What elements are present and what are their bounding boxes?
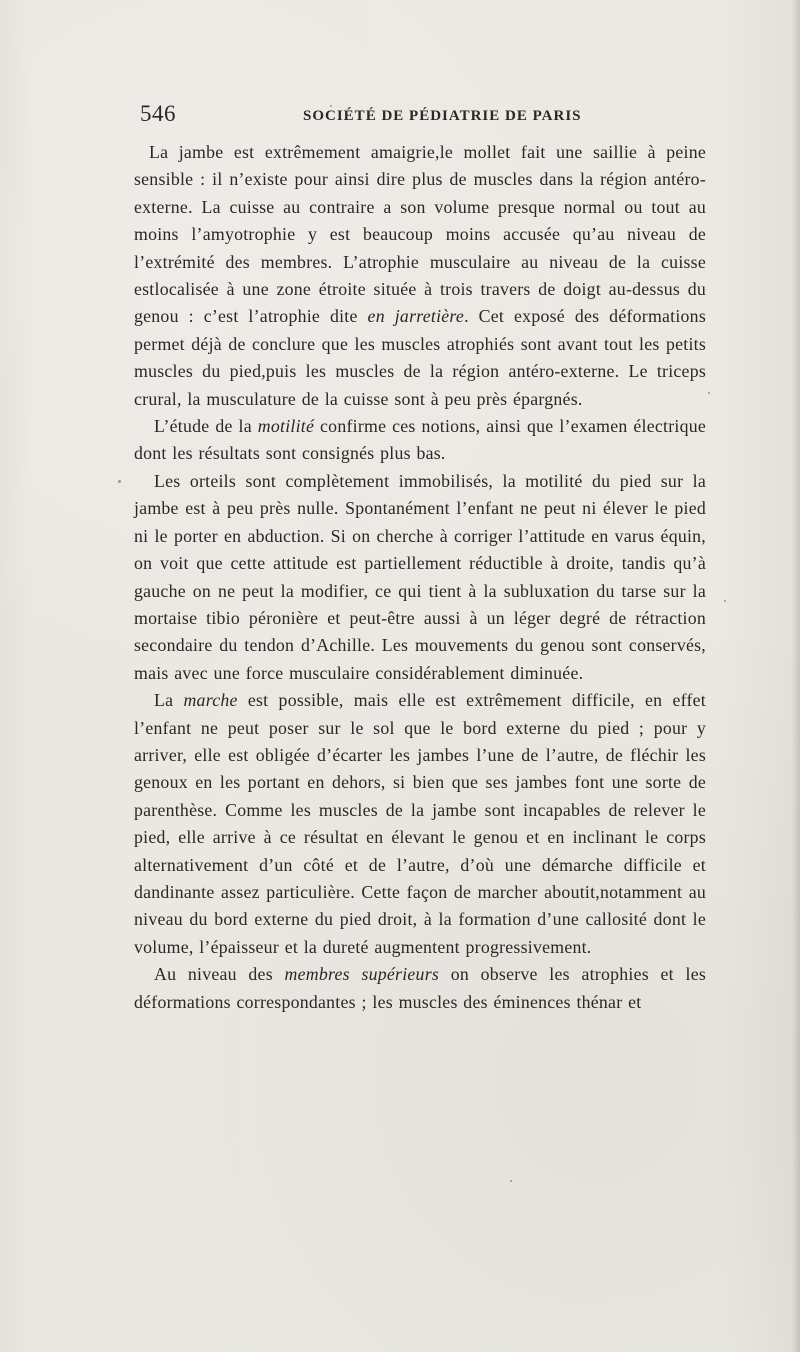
paper-speck xyxy=(724,600,726,602)
paper-speck xyxy=(118,480,121,483)
paragraph-3 xyxy=(134,468,706,687)
paragraph-2-text-end: confirme ces notions, ainsi que l’examen électrique dont les résultats sont consignés plus bas. xyxy=(134,416,707,464)
paper-speck xyxy=(708,392,710,394)
paragraph-2-italic-phrase: motilité xyxy=(257,416,315,437)
paragraph-4-italic-phrase: marche xyxy=(183,690,238,711)
running-head: SOCIÉTÉ DE PÉDIATRIE DE PARIS xyxy=(303,108,582,124)
page-number: 546 xyxy=(140,101,176,126)
paragraph-1-text-end: . Cet exposé des déformations permet déjà de conclure que les muscles atrophiés sont avant tout les petits muscles du pied,puis les muscles de la région antéro-externe. Le triceps crural, la musculature de la cuisse sont à peu près épargnés. xyxy=(134,306,706,409)
paragraph-5 xyxy=(134,961,706,1016)
paragraph-3-text: Les orteils sont complètement immobilisés, la motilité du pied sur la jambe est à peu près nulle. Spontanément l’enfant ne peut ni élever le pied ni le porter en abduction. Si on cherche à corriger l’attitude en varus équin, on voit que cette attitude est partiellement réductible à droite, tandis qu’à gauche on ne peut la modifier, ce qui tient à la subluxation du tarse sur la mortaise tibio péronière et peut-être aussi à un léger degré de rétraction secondaire du tendon d’Achille. Les mouvements du genou sont conservés, mais avec une force musculaire considérablement diminuée. xyxy=(134,470,706,683)
paragraph-1 xyxy=(134,139,706,413)
paragraph-2-text: L’étude de la xyxy=(154,416,258,437)
paragraph-4 xyxy=(134,687,706,961)
paragraph-5-italic-phrase: membres supérieurs xyxy=(284,964,440,985)
paper-speck xyxy=(510,1180,512,1182)
paragraph-4-text: La xyxy=(154,690,184,711)
paragraph-1-italic-phrase: en jarretière xyxy=(367,306,465,327)
paragraph-4-text-end: est possible, mais elle est extrêmement difficile, en effet l’enfant ne peut poser sur le sol que le bord externe du pied ; pour y arriver, elle est obligée d’écarter les jambes l’une de l’autre, de fléchir les genoux en les portant en dehors, si bien que ses jambes font une sorte de parenthèse. Comme les muscles de la jambe sont incapables de relever le pied, elle arrive à ce résultat en élevant le genou et en inclinant le corps alternativement d’un côté et de l’autre, d’où une démarche difficile et dandinante assez particulière. Cette façon de marcher aboutit,notamment au niveau du bord externe du pied droit, à la formation d’une callosité dont le volume, l’épaisseur et la dureté augmentent progressivement. xyxy=(134,690,707,957)
paragraph-1-text: La jambe est extrêmement amaigrie,le mollet fait une saillie à peine sensible : il n’existe pour ainsi dire plus de muscles dans la région antéro-externe. La cuisse au contraire a son volume presque normal ou tout au moins l’amyotrophie y est beaucoup moins accusée qu’au niveau de l’extrémité des membres. L’atrophie musculaire au niveau de la cuisse estlocalisée à une zone étroite située à trois travers de doigt au-dessus du genou : c’est l’atrophie dite xyxy=(134,142,706,327)
body-text xyxy=(134,139,706,1016)
paper-speck xyxy=(330,105,332,107)
paragraph-2 xyxy=(134,413,706,468)
paragraph-5-text-end: on observe les atrophies et les déformations correspondantes ; les muscles des éminences thénar et xyxy=(134,964,707,1012)
page-header xyxy=(140,101,710,129)
paragraph-5-text: Au niveau des xyxy=(154,964,285,985)
page-edge-shadow xyxy=(792,0,800,1352)
